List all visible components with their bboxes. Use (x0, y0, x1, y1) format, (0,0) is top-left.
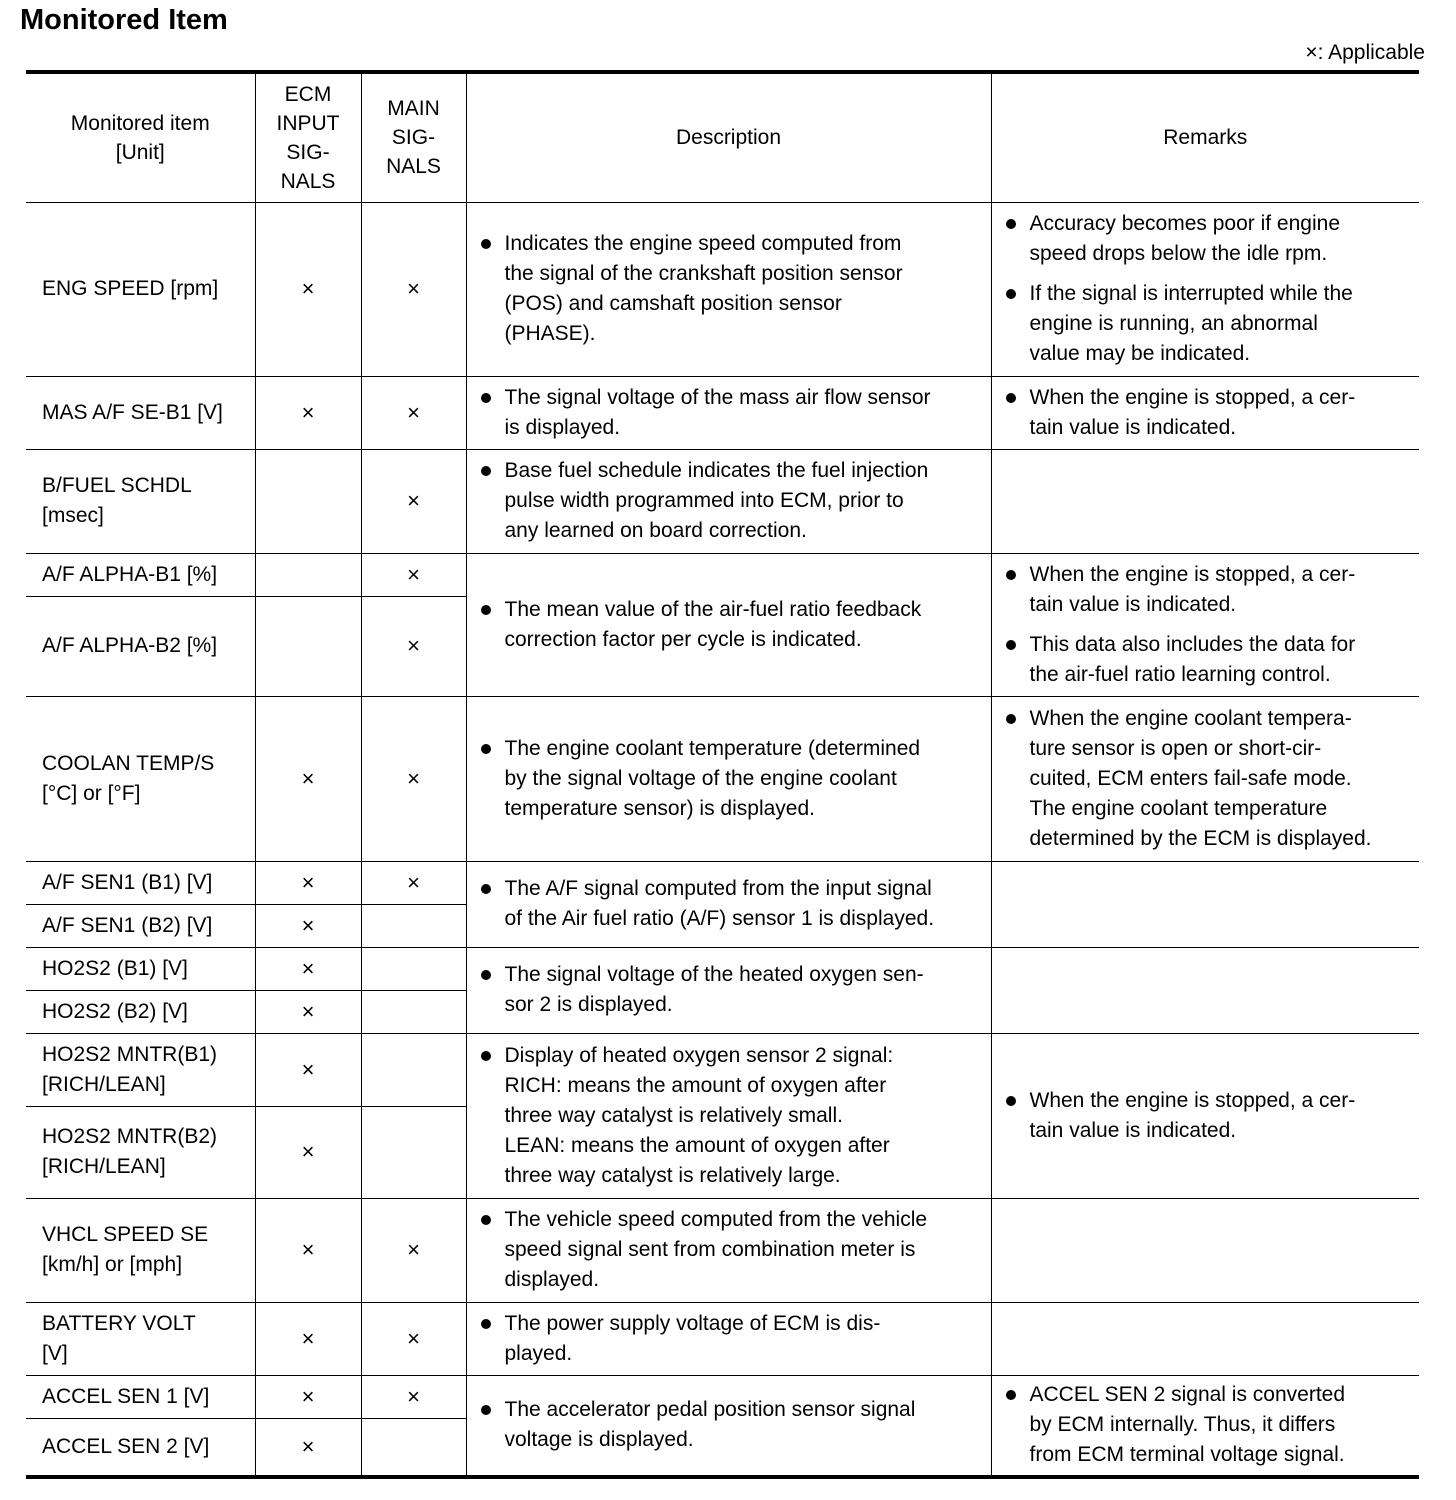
bullet-icon (481, 466, 491, 476)
description-text: Indicates the engine speed computed from the signal of the crankshaft position sensor (POS) and camshaft position sensor (PHASE). (504, 232, 903, 345)
table-row (26, 376, 1419, 449)
item-name: VHCL SPEED SE [km/h] or [mph] (26, 1198, 255, 1302)
header-remarks: Remarks (991, 72, 1419, 202)
item-name: A/F ALPHA-B1 [%] (26, 553, 255, 596)
ecm-input-mark: × (255, 1106, 361, 1198)
description-text: The vehicle speed computed from the vehicle speed signal sent from combination meter is displayed. (504, 1208, 928, 1291)
ecm-input-mark: × (255, 1375, 361, 1418)
description-text: The signal voltage of the mass air flow sensor is displayed. (504, 385, 931, 439)
main-signal-mark: × (361, 202, 466, 376)
remark-text: This data also includes the data for the air-fuel ratio learning control. (1029, 632, 1356, 686)
table-row (26, 449, 1419, 553)
remarks-cell (991, 449, 1419, 553)
bullet-icon (1006, 714, 1016, 724)
remark-text: When the engine is stopped, a cer- tain value is indicated. (1029, 562, 1356, 616)
bullet-icon (1006, 570, 1016, 580)
bullet-icon (1006, 640, 1016, 650)
description-text: The signal voltage of the heated oxygen sen- sor 2 is displayed. (504, 963, 924, 1016)
item-name: ACCEL SEN 2 [V] (26, 1418, 255, 1477)
table-row (26, 861, 1419, 904)
description-text: The mean value of the air-fuel ratio feedback correction factor per cycle is indicated. (504, 597, 922, 651)
monitored-item-table (26, 70, 1419, 1479)
item-name: HO2S2 MNTR(B1) [RICH/LEAN] (26, 1033, 255, 1106)
table-row (26, 696, 1419, 861)
main-signal-mark (361, 904, 466, 947)
item-name: MAS A/F SE-B1 [V] (26, 376, 255, 449)
bullet-icon (481, 1319, 491, 1329)
header-main-signals: MAIN SIG- NALS (361, 72, 466, 202)
ecm-input-mark: × (255, 1198, 361, 1302)
main-signal-mark: × (361, 696, 466, 861)
header-monitored-item: Monitored item [Unit] (26, 72, 255, 202)
main-signal-mark: × (361, 1302, 466, 1375)
ecm-input-mark: × (255, 947, 361, 990)
header-row (26, 72, 1419, 202)
item-name: HO2S2 (B2) [V] (26, 990, 255, 1033)
item-name: ENG SPEED [rpm] (26, 202, 255, 376)
header-description: Description (466, 72, 991, 202)
remark-text: When the engine coolant tempera- ture sensor is open or short-cir- cuited, ECM enters fail-safe mode. The engine coolant temperature determined by the ECM is displayed. (1029, 706, 1372, 850)
description-cell (466, 861, 991, 947)
remarks-cell (991, 553, 1419, 696)
ecm-input-mark: × (255, 1418, 361, 1477)
item-name: BATTERY VOLT [V] (26, 1302, 255, 1375)
item-name: HO2S2 (B1) [V] (26, 947, 255, 990)
ecm-input-mark (255, 596, 361, 696)
bullet-icon (1006, 1096, 1016, 1106)
description-cell (466, 553, 991, 696)
description-cell (466, 376, 991, 449)
description-text: The accelerator pedal position sensor signal voltage is displayed. (504, 1398, 916, 1452)
description-cell (466, 1033, 991, 1198)
bullet-icon (1006, 289, 1016, 299)
table-row (26, 202, 1419, 376)
ecm-input-mark: × (255, 1033, 361, 1106)
bullet-icon (481, 1405, 491, 1415)
remarks-cell (991, 1302, 1419, 1375)
main-signal-mark: × (361, 1375, 466, 1418)
main-signal-mark: × (361, 596, 466, 696)
table-row (26, 947, 1419, 990)
item-name: HO2S2 MNTR(B2) [RICH/LEAN] (26, 1106, 255, 1198)
ecm-input-mark: × (255, 1302, 361, 1375)
table-row (26, 1375, 1419, 1418)
description-cell (466, 1198, 991, 1302)
bullet-icon (481, 1051, 491, 1061)
description-cell (466, 202, 991, 376)
ecm-input-mark (255, 449, 361, 553)
bullet-icon (1006, 1390, 1016, 1400)
bullet-icon (1006, 219, 1016, 229)
bullet-icon (481, 393, 491, 403)
remarks-cell (991, 1198, 1419, 1302)
bullet-icon (1006, 393, 1016, 403)
description-cell (466, 449, 991, 553)
ecm-input-mark: × (255, 990, 361, 1033)
remarks-cell (991, 1033, 1419, 1198)
description-text: Base fuel schedule indicates the fuel injection pulse width programmed into ECM, prior to any learned on board correction. (504, 459, 929, 542)
legend: ×: Applicable (1305, 41, 1425, 64)
description-cell (466, 947, 991, 1033)
item-name: B/FUEL SCHDL [msec] (26, 449, 255, 553)
main-signal-mark: × (361, 376, 466, 449)
ecm-input-mark: × (255, 376, 361, 449)
ecm-input-mark: × (255, 696, 361, 861)
table-row (26, 1033, 1419, 1106)
description-cell (466, 1375, 991, 1477)
description-text: The engine coolant temperature (determined by the signal voltage of the engine coolant temperature sensor) is displayed. (504, 736, 921, 820)
description-cell (466, 696, 991, 861)
remark-text: ACCEL SEN 2 signal is converted by ECM internally. Thus, it differs from ECM terminal voltage signal. (1029, 1383, 1346, 1467)
remark-text: When the engine is stopped, a cer- tain value is indicated. (1029, 1088, 1356, 1142)
main-signal-mark: × (361, 553, 466, 596)
main-signal-mark: × (361, 449, 466, 553)
main-signal-mark (361, 1106, 466, 1198)
item-name: A/F ALPHA-B2 [%] (26, 596, 255, 696)
bullet-icon (481, 744, 491, 754)
page-title: Monitored Item (20, 4, 228, 36)
description-text: The power supply voltage of ECM is dis- played. (504, 1311, 881, 1365)
remarks-cell (991, 376, 1419, 449)
description-cell (466, 1302, 991, 1375)
remarks-cell (991, 1375, 1419, 1477)
header-ecm-input-signals: ECM INPUT SIG- NALS (255, 72, 361, 202)
table-row (26, 1302, 1419, 1375)
item-name: COOLAN TEMP/S [°C] or [°F] (26, 696, 255, 861)
item-name: A/F SEN1 (B2) [V] (26, 904, 255, 947)
table-row (26, 1198, 1419, 1302)
ecm-input-mark (255, 553, 361, 596)
ecm-input-mark: × (255, 904, 361, 947)
main-signal-mark (361, 1033, 466, 1106)
item-name: A/F SEN1 (B1) [V] (26, 861, 255, 904)
description-text: Display of heated oxygen sensor 2 signal: RICH: means the amount of oxygen after three way catalyst is relatively small. LEAN: means the amount of oxygen after three way catalyst is relatively large. (504, 1043, 894, 1187)
remarks-cell (991, 696, 1419, 861)
bullet-icon (481, 1215, 491, 1225)
bullet-icon (481, 884, 491, 894)
remarks-cell (991, 202, 1419, 376)
ecm-input-mark: × (255, 202, 361, 376)
main-signal-mark (361, 1418, 466, 1477)
ecm-input-mark: × (255, 861, 361, 904)
remark-text: If the signal is interrupted while the engine is running, an abnormal value may be indicated. (1029, 282, 1353, 365)
main-signal-mark (361, 947, 466, 990)
bullet-icon (481, 970, 491, 980)
main-signal-mark (361, 990, 466, 1033)
bullet-icon (481, 605, 491, 615)
remarks-cell (991, 861, 1419, 947)
remarks-cell (991, 947, 1419, 1033)
item-name: ACCEL SEN 1 [V] (26, 1375, 255, 1418)
remark-text: Accuracy becomes poor if engine speed drops below the idle rpm. (1029, 212, 1340, 265)
remark-text: When the engine is stopped, a cer- tain value is indicated. (1029, 385, 1356, 439)
main-signal-mark: × (361, 1198, 466, 1302)
description-text: The A/F signal computed from the input signal of the Air fuel ratio (A/F) sensor 1 is displayed. (504, 877, 935, 930)
bullet-icon (481, 239, 491, 249)
table-row (26, 553, 1419, 596)
main-signal-mark: × (361, 861, 466, 904)
